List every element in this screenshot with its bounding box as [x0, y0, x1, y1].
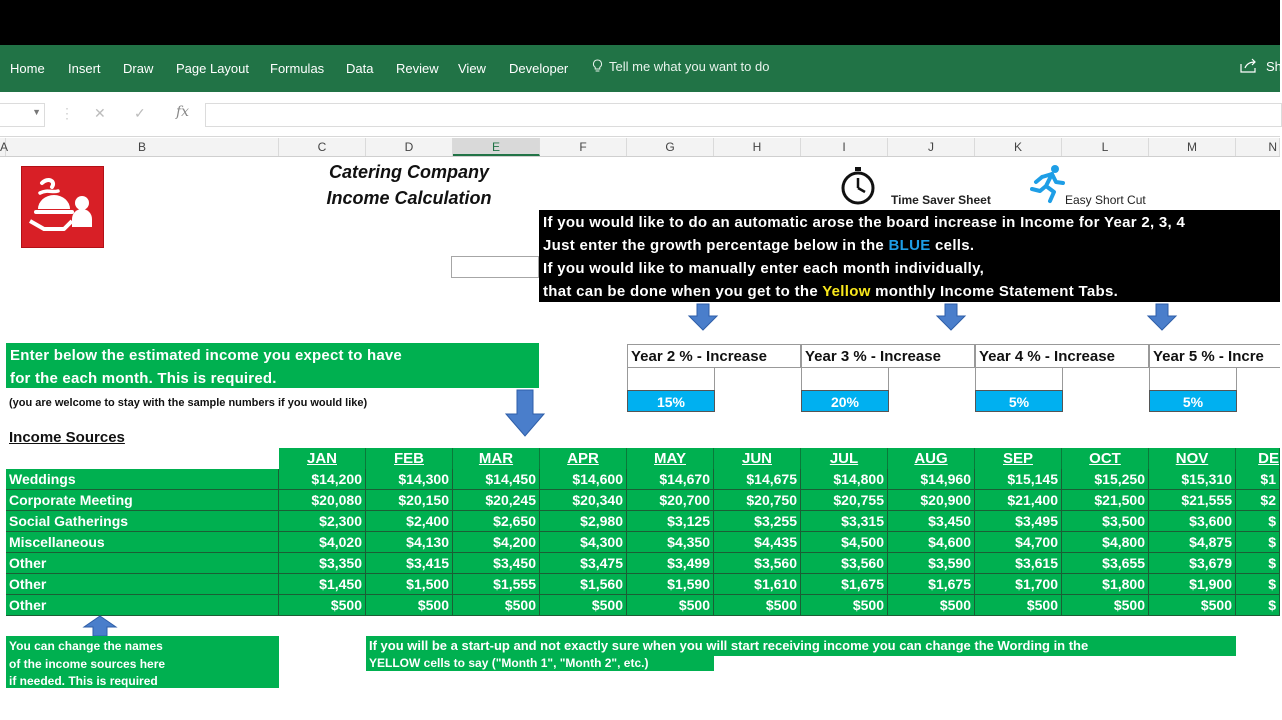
income-value-cell[interactable]: $3,475: [540, 553, 627, 574]
column-header-f[interactable]: F: [540, 138, 627, 156]
income-value-cell[interactable]: $4,600: [888, 532, 975, 553]
income-value-cell[interactable]: $2,650: [453, 511, 540, 532]
income-value-cell[interactable]: $14,300: [366, 469, 453, 490]
column-header-n[interactable]: N: [1236, 138, 1280, 156]
income-source-name[interactable]: Corporate Meeting: [6, 490, 279, 511]
down-arrow-icon: [936, 304, 966, 330]
blue-highlight: BLUE: [888, 237, 931, 254]
name-box[interactable]: [0, 103, 45, 127]
income-value-cell[interactable]: $20,080: [279, 490, 366, 511]
instruction-line-4-text: that can be done when you get to the: [543, 283, 823, 300]
lightbulb-icon: [592, 59, 603, 73]
income-value-cell[interactable]: $4,020: [279, 532, 366, 553]
income-value-cell[interactable]: $3,590: [888, 553, 975, 574]
income-table: [6, 448, 1280, 615]
down-arrow-icon: [505, 390, 545, 436]
income-value-cell[interactable]: $21,555: [1149, 490, 1236, 511]
stopwatch-icon: [838, 166, 878, 206]
table-row: [6, 553, 1280, 574]
income-value-cell[interactable]: $3,499: [627, 553, 714, 574]
income-value-cell[interactable]: $4,800: [1062, 532, 1149, 553]
income-value-cell[interactable]: $: [1236, 511, 1280, 532]
income-value-cell[interactable]: $20,750: [714, 490, 801, 511]
income-value-cell[interactable]: $1,675: [801, 574, 888, 595]
share-icon: [1240, 59, 1258, 73]
income-value-cell[interactable]: $1,560: [540, 574, 627, 595]
income-value-cell[interactable]: $1,700: [975, 574, 1062, 595]
month-header[interactable]: JUL: [801, 448, 888, 469]
startup-note-text-2: YELLOW cells to say ("Month 1", "Month 2", etc.): [369, 656, 649, 670]
income-value-cell[interactable]: $3,560: [801, 553, 888, 574]
income-value-cell[interactable]: $500: [366, 595, 453, 616]
income-value-cell[interactable]: $20,700: [627, 490, 714, 511]
instruction-line-3: If you would like to manually enter each month individually,: [543, 260, 985, 277]
income-value-cell[interactable]: $4,350: [627, 532, 714, 553]
month-header[interactable]: FEB: [366, 448, 453, 469]
income-value-cell[interactable]: $4,500: [801, 532, 888, 553]
income-value-cell[interactable]: $: [1236, 532, 1280, 553]
chevron-down-icon[interactable]: ▼: [32, 107, 41, 117]
startup-note-line-2: [366, 656, 714, 671]
income-value-cell[interactable]: $20,900: [888, 490, 975, 511]
selected-cell[interactable]: [451, 256, 539, 278]
income-value-cell[interactable]: $1,500: [366, 574, 453, 595]
income-value-cell[interactable]: $20,245: [453, 490, 540, 511]
column-header-i[interactable]: I: [801, 138, 888, 156]
tab-insert[interactable]: Insert: [68, 61, 101, 76]
formula-bar: [0, 92, 1280, 137]
down-arrow-icon: [688, 304, 718, 330]
income-value-cell[interactable]: $3,679: [1149, 553, 1236, 574]
month-header[interactable]: JUN: [714, 448, 801, 469]
income-source-name[interactable]: Other: [6, 595, 279, 616]
window-top-bar: [0, 0, 1280, 45]
more-options-icon: ⋮: [60, 105, 74, 121]
column-header-m[interactable]: M: [1149, 138, 1236, 156]
income-value-cell[interactable]: $4,300: [540, 532, 627, 553]
income-source-name[interactable]: Other: [6, 574, 279, 595]
startup-note-line-1: [366, 636, 1236, 656]
income-value-cell[interactable]: $1,450: [279, 574, 366, 595]
income-value-cell[interactable]: $14,960: [888, 469, 975, 490]
income-value-cell[interactable]: $15,145: [975, 469, 1062, 490]
income-value-cell[interactable]: $2,400: [366, 511, 453, 532]
column-header-h[interactable]: H: [714, 138, 801, 156]
income-value-cell[interactable]: $3,655: [1062, 553, 1149, 574]
page-title-line1: Catering Company: [328, 162, 490, 182]
income-value-cell[interactable]: $14,800: [801, 469, 888, 490]
year2-increase-header: Year 2 % - Increase: [627, 344, 801, 368]
month-header[interactable]: JAN: [279, 448, 366, 469]
year4-increase-header: Year 4 % - Increase: [975, 344, 1149, 368]
income-value-cell[interactable]: $21,400: [975, 490, 1062, 511]
income-value-cell[interactable]: $14,600: [540, 469, 627, 490]
share-label: Sh: [1266, 59, 1282, 74]
instruction-line-4-end: monthly Income Statement Tabs.: [870, 283, 1119, 300]
income-value-cell[interactable]: $1,590: [627, 574, 714, 595]
entry-line-2: for the each month. This is required.: [10, 370, 277, 387]
income-value-cell[interactable]: $2: [1236, 490, 1280, 511]
insert-function-icon[interactable]: fx: [176, 104, 190, 120]
income-value-cell[interactable]: $1,555: [453, 574, 540, 595]
column-header-g[interactable]: G: [627, 138, 714, 156]
income-value-cell[interactable]: $3,615: [975, 553, 1062, 574]
instruction-line-4: [543, 283, 1118, 300]
enter-check-icon[interactable]: ✓: [134, 105, 146, 121]
income-value-cell[interactable]: $15,310: [1149, 469, 1236, 490]
income-value-cell[interactable]: $3,450: [888, 511, 975, 532]
column-header-a[interactable]: A: [0, 140, 9, 154]
income-value-cell[interactable]: $20,340: [540, 490, 627, 511]
entry-line-1: Enter below the estimated income you expect to have: [10, 347, 402, 364]
table-row: [6, 490, 1280, 511]
instructions-box: [539, 210, 1280, 302]
tell-me-search[interactable]: [592, 59, 769, 74]
income-value-cell[interactable]: $1: [1236, 469, 1280, 490]
ribbon-tabs: [0, 45, 1280, 92]
tab-page-layout[interactable]: Page Layout: [176, 61, 250, 76]
year5-spacer: [1149, 368, 1237, 390]
income-value-cell[interactable]: $3,415: [366, 553, 453, 574]
column-header-d[interactable]: D: [366, 138, 453, 156]
names-note-line-1: You can change the names: [9, 639, 163, 653]
year4-growth-input[interactable]: 5%: [975, 390, 1063, 412]
income-value-cell[interactable]: $: [1236, 553, 1280, 574]
catering-logo: [21, 166, 104, 248]
sample-note: (you are welcome to stay with the sample numbers if you would like): [9, 397, 368, 409]
income-value-cell[interactable]: $1,675: [888, 574, 975, 595]
column-header-j[interactable]: J: [888, 138, 975, 156]
income-value-cell[interactable]: $21,500: [1062, 490, 1149, 511]
income-value-cell[interactable]: $20,150: [366, 490, 453, 511]
tab-formulas[interactable]: Formulas: [270, 61, 325, 76]
table-row: [6, 574, 1280, 595]
table-row: [6, 511, 1280, 532]
income-value-cell[interactable]: $4,130: [366, 532, 453, 553]
column-header-e[interactable]: E: [453, 138, 540, 156]
income-value-cell[interactable]: $1,610: [714, 574, 801, 595]
time-saver-label: Time Saver Sheet: [891, 193, 991, 207]
income-value-cell[interactable]: $3,350: [279, 553, 366, 574]
income-value-cell[interactable]: $500: [714, 595, 801, 616]
names-note: [6, 636, 279, 688]
year2-growth-input[interactable]: 15%: [627, 390, 715, 412]
income-value-cell[interactable]: $3,560: [714, 553, 801, 574]
instruction-line-2-end: cells.: [930, 237, 975, 254]
income-value-cell[interactable]: $3,495: [975, 511, 1062, 532]
income-value-cell[interactable]: $3,500: [1062, 511, 1149, 532]
column-header-c[interactable]: C: [279, 138, 366, 156]
running-man-icon: [1028, 163, 1068, 203]
month-header[interactable]: NOV: [1149, 448, 1236, 469]
food-service-icon: [22, 167, 103, 247]
income-value-cell[interactable]: $14,675: [714, 469, 801, 490]
formula-input[interactable]: [205, 103, 1282, 127]
year3-spacer: [801, 368, 889, 390]
income-value-cell[interactable]: $3,125: [627, 511, 714, 532]
income-value-cell[interactable]: $: [1236, 574, 1280, 595]
income-value-cell[interactable]: $3,600: [1149, 511, 1236, 532]
income-value-cell[interactable]: $500: [453, 595, 540, 616]
month-header[interactable]: MAY: [627, 448, 714, 469]
month-header[interactable]: APR: [540, 448, 627, 469]
instruction-line-1: If you would like to do an automatic arose the board increase in Income for Year 2, 3, 4: [543, 214, 1186, 231]
year4-spacer: [975, 368, 1063, 390]
entry-instructions: [6, 343, 539, 388]
income-value-cell[interactable]: $2,300: [279, 511, 366, 532]
income-value-cell[interactable]: $500: [975, 595, 1062, 616]
share-button[interactable]: [1240, 59, 1282, 74]
income-value-cell[interactable]: $500: [279, 595, 366, 616]
income-value-cell[interactable]: $2,980: [540, 511, 627, 532]
tab-data[interactable]: Data: [346, 61, 374, 76]
income-value-cell[interactable]: $14,450: [453, 469, 540, 490]
tell-me-text: Tell me what you want to do: [609, 59, 770, 74]
tab-view[interactable]: View: [458, 61, 486, 76]
tab-review[interactable]: Review: [396, 61, 439, 76]
yellow-highlight: Yellow: [822, 283, 871, 300]
income-value-cell[interactable]: $4,200: [453, 532, 540, 553]
year3-increase-header: Year 3 % - Increase: [801, 344, 975, 368]
table-row: [6, 532, 1280, 553]
income-source-name[interactable]: Weddings: [6, 469, 279, 490]
month-header[interactable]: SEP: [975, 448, 1062, 469]
month-header[interactable]: AUG: [888, 448, 975, 469]
income-value-cell[interactable]: $14,200: [279, 469, 366, 490]
income-value-cell[interactable]: $15,250: [1062, 469, 1149, 490]
names-note-line-3: if needed. This is required: [9, 674, 158, 688]
income-value-cell[interactable]: $500: [1149, 595, 1236, 616]
income-source-name[interactable]: Social Gatherings: [6, 511, 279, 532]
tab-home[interactable]: Home: [10, 61, 45, 76]
income-value-cell[interactable]: $500: [888, 595, 975, 616]
income-source-name[interactable]: Miscellaneous: [6, 532, 279, 553]
income-value-cell[interactable]: $500: [801, 595, 888, 616]
cancel-icon[interactable]: ✕: [94, 105, 106, 121]
short-cut-label: Easy Short Cut: [1065, 193, 1146, 207]
year5-increase-header: Year 5 % - Incre: [1149, 344, 1280, 368]
names-note-line-2: of the income sources here: [9, 657, 166, 671]
income-value-cell[interactable]: $: [1236, 595, 1280, 616]
income-sources-heading: Income Sources: [9, 429, 125, 446]
column-header-l[interactable]: L: [1062, 138, 1149, 156]
month-header[interactable]: OCT: [1062, 448, 1149, 469]
income-value-cell[interactable]: $500: [1062, 595, 1149, 616]
year3-growth-input[interactable]: 20%: [801, 390, 889, 412]
income-value-cell[interactable]: $1,900: [1149, 574, 1236, 595]
income-value-cell[interactable]: $20,755: [801, 490, 888, 511]
income-source-name[interactable]: Other: [6, 553, 279, 574]
income-value-cell[interactable]: $500: [540, 595, 627, 616]
income-value-cell[interactable]: $3,315: [801, 511, 888, 532]
month-header[interactable]: MAR: [453, 448, 540, 469]
column-headers: [0, 138, 1280, 157]
income-value-cell[interactable]: $1,800: [1062, 574, 1149, 595]
instruction-line-2: [543, 237, 974, 254]
income-value-cell[interactable]: $500: [627, 595, 714, 616]
year5-growth-input[interactable]: 5%: [1149, 390, 1237, 412]
month-header[interactable]: DE: [1236, 448, 1280, 469]
down-arrow-icon: [1147, 304, 1177, 330]
startup-note-text-1: If you will be a start-up and not exactly sure when you will start receiving income you can change the Wording in the: [369, 638, 1089, 653]
page-title-line2: Income Calculation: [326, 188, 492, 208]
column-header-b[interactable]: B: [6, 138, 279, 156]
income-value-cell[interactable]: $4,435: [714, 532, 801, 553]
income-value-cell[interactable]: $4,700: [975, 532, 1062, 553]
table-row: [6, 469, 1280, 490]
column-header-k[interactable]: K: [975, 138, 1062, 156]
instruction-line-2-text: Just enter the growth percentage below in the: [543, 237, 889, 254]
income-value-cell[interactable]: $3,255: [714, 511, 801, 532]
income-value-cell[interactable]: $3,450: [453, 553, 540, 574]
income-value-cell[interactable]: $14,670: [627, 469, 714, 490]
tab-draw[interactable]: Draw: [123, 61, 154, 76]
year2-spacer: [627, 368, 715, 390]
income-value-cell[interactable]: $4,875: [1149, 532, 1236, 553]
tab-developer[interactable]: Developer: [509, 61, 569, 76]
table-row: [6, 595, 1280, 616]
up-arrow-icon: [83, 616, 117, 636]
